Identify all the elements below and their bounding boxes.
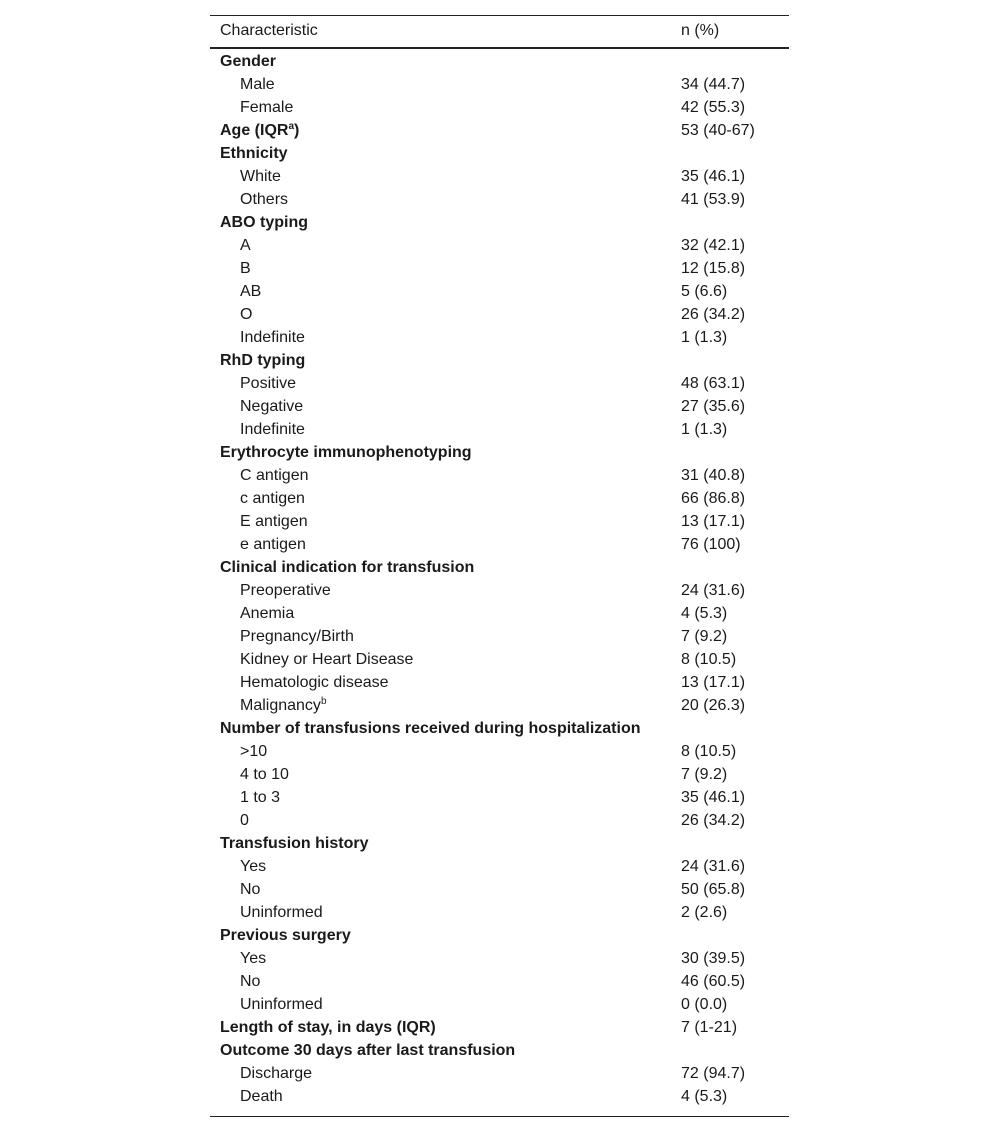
count-percent-cell: 20 (26.3) [681,696,746,714]
characteristic-cell [210,878,681,901]
footnote-marker: a [288,120,295,132]
group-label-cell [210,441,681,464]
characteristic-cell [210,234,681,257]
count-percent-cell: 35 (46.1) [681,167,746,185]
count-percent-cell: 12 (15.8) [681,259,746,277]
characteristic-label: A [240,236,251,254]
count-percent-cell: 50 (65.8) [681,880,746,898]
characteristic-label: e antigen [240,535,306,553]
table-row [210,855,789,878]
characteristic-label: Discharge [240,1064,313,1082]
group-label-cell [210,717,681,740]
table-row [210,625,789,648]
table-row [210,648,789,671]
characteristic-label: Yes [240,857,267,875]
characteristic-cell [210,901,681,924]
count-percent-cell: 53 (40-67) [681,121,755,139]
characteristics-table-container [210,15,789,1117]
table-row [210,970,789,993]
table-row [210,533,789,556]
characteristic-cell [210,855,681,878]
table-row [210,487,789,510]
group-label-cell [210,1016,681,1039]
count-percent-cell: 72 (94.7) [681,1064,746,1082]
characteristic-cell [210,648,681,671]
table-row [210,326,789,349]
count-percent-cell: 5 (6.6) [681,282,728,300]
table-group-row [210,119,789,142]
count-percent-cell: 4 (5.3) [681,1087,728,1105]
table-row [210,510,789,533]
characteristic-label: Malignancy [240,696,321,714]
characteristic-label: Age (IQR [220,121,289,139]
table-row [210,671,789,694]
footnote-marker: b [320,695,327,707]
count-percent-cell: 24 (31.6) [681,857,746,875]
table-row [210,878,789,901]
table-row [210,694,789,717]
table-bottom-rule [210,1108,789,1117]
table-row [210,257,789,280]
table-row [210,303,789,326]
table-row [210,993,789,1016]
count-percent-cell: 48 (63.1) [681,374,746,392]
characteristic-label: AB [240,282,262,300]
count-percent-cell [681,1039,789,1062]
count-percent-cell: 30 (39.5) [681,949,746,967]
characteristic-cell [210,786,681,809]
characteristic-cell [210,533,681,556]
characteristic-cell [210,671,681,694]
count-percent-cell [681,48,789,73]
characteristic-label: Transfusion history [220,834,369,852]
count-percent-cell [681,832,789,855]
characteristic-cell [210,372,681,395]
characteristic-label: Male [240,75,275,93]
table-row [210,73,789,96]
group-label-cell [210,1039,681,1062]
characteristic-cell [210,96,681,119]
characteristic-cell [210,326,681,349]
table-group-row [210,556,789,579]
characteristic-label: Gender [220,52,277,70]
characteristic-cell [210,993,681,1016]
characteristic-label: Others [240,190,289,208]
characteristic-label: Positive [240,374,297,392]
characteristic-cell [210,740,681,763]
count-percent-cell [681,349,789,372]
table-row [210,464,789,487]
table-group-row [210,48,789,73]
characteristic-cell [210,602,681,625]
count-percent-cell: 26 (34.2) [681,305,746,323]
characteristic-label: Pregnancy/Birth [240,627,354,645]
count-percent-cell: 32 (42.1) [681,236,746,254]
characteristic-label: >10 [240,742,268,760]
table-group-row [210,717,789,740]
characteristic-label: Death [240,1087,283,1105]
characteristic-cell [210,510,681,533]
count-percent-cell: 35 (46.1) [681,788,746,806]
table-body [210,48,789,1108]
characteristic-cell [210,257,681,280]
characteristic-label: Indefinite [240,420,305,438]
characteristic-label: ABO typing [220,213,308,231]
table-row [210,786,789,809]
characteristic-label: Erythrocyte immunophenotyping [220,443,472,461]
column-header-characteristic: Characteristic [220,22,318,40]
characteristic-cell [210,188,681,211]
group-label-cell [210,119,681,142]
count-percent-cell [681,924,789,947]
table-row [210,96,789,119]
characteristic-label: 4 to 10 [240,765,289,783]
table-group-row [210,924,789,947]
table-group-row [210,211,789,234]
count-percent-cell: 34 (44.7) [681,75,746,93]
group-label-cell [210,832,681,855]
characteristic-label: O [240,305,253,323]
table-row [210,809,789,832]
count-percent-cell: 26 (34.2) [681,811,746,829]
characteristic-label: Previous surgery [220,926,351,944]
characteristic-label: Female [240,98,294,116]
count-percent-cell: 27 (35.6) [681,397,746,415]
characteristic-cell [210,579,681,602]
table-group-row [210,1016,789,1039]
characteristic-label: Indefinite [240,328,305,346]
table-group-row [210,441,789,464]
characteristic-label: Length of stay, in days (IQR) [220,1018,436,1036]
count-percent-cell: 31 (40.8) [681,466,746,484]
characteristic-cell [210,970,681,993]
table-row [210,372,789,395]
count-percent-cell [681,211,789,234]
characteristic-cell [210,1085,681,1108]
characteristic-label: Hematologic disease [240,673,389,691]
characteristic-label: No [240,972,261,990]
characteristic-label: Uninformed [240,995,323,1013]
table-row [210,395,789,418]
table-row [210,1085,789,1108]
label-suffix: ) [294,121,300,139]
characteristic-cell [210,809,681,832]
characteristic-label: Kidney or Heart Disease [240,650,414,668]
table-row [210,763,789,786]
table-group-row [210,142,789,165]
characteristic-cell [210,763,681,786]
characteristic-cell [210,280,681,303]
table-row [210,579,789,602]
characteristics-table [210,15,789,1108]
characteristic-label: Negative [240,397,304,415]
characteristic-label: 0 [240,811,249,829]
characteristic-cell [210,1062,681,1085]
count-percent-cell: 46 (60.5) [681,972,746,990]
characteristic-cell [210,395,681,418]
count-percent-cell: 76 (100) [681,535,741,553]
table-row [210,165,789,188]
characteristic-label: Uninformed [240,903,323,921]
characteristic-label: c antigen [240,489,305,507]
characteristic-cell [210,464,681,487]
characteristic-cell [210,947,681,970]
column-header-n-percent: n (%) [681,22,720,40]
count-percent-cell [681,441,789,464]
table-row [210,1062,789,1085]
table-row [210,901,789,924]
count-percent-cell: 2 (2.6) [681,903,728,921]
characteristic-cell [210,73,681,96]
table-group-row [210,832,789,855]
characteristic-label: RhD typing [220,351,306,369]
characteristic-label: Number of transfusions received during hospitalization [220,719,641,737]
count-percent-cell: 24 (31.6) [681,581,746,599]
characteristic-label: Preoperative [240,581,331,599]
table-row [210,947,789,970]
count-percent-cell: 4 (5.3) [681,604,728,622]
characteristic-cell [210,487,681,510]
characteristic-label: E antigen [240,512,308,530]
count-percent-cell [681,142,789,165]
table-row [210,602,789,625]
characteristic-label: C antigen [240,466,309,484]
group-label-cell [210,349,681,372]
count-percent-cell: 7 (9.2) [681,627,728,645]
table-row [210,188,789,211]
count-percent-cell: 1 (1.3) [681,420,728,438]
characteristic-label: Anemia [240,604,295,622]
characteristic-label: White [240,167,281,185]
count-percent-cell [681,556,789,579]
characteristic-cell [210,694,681,717]
count-percent-cell: 8 (10.5) [681,742,737,760]
count-percent-cell [681,717,789,740]
count-percent-cell: 1 (1.3) [681,328,728,346]
table-group-row [210,1039,789,1062]
count-percent-cell: 41 (53.9) [681,190,746,208]
characteristic-label: Ethnicity [220,144,288,162]
characteristic-cell [210,165,681,188]
group-label-cell [210,924,681,947]
characteristic-cell [210,418,681,441]
count-percent-cell: 13 (17.1) [681,512,746,530]
table-row [210,740,789,763]
count-percent-cell: 66 (86.8) [681,489,746,507]
count-percent-cell: 13 (17.1) [681,673,746,691]
characteristic-cell [210,303,681,326]
table-group-row [210,349,789,372]
characteristic-label: Outcome 30 days after last transfusion [220,1041,516,1059]
count-percent-cell: 0 (0.0) [681,995,728,1013]
count-percent-cell: 7 (9.2) [681,765,728,783]
table-row [210,234,789,257]
characteristic-label: Yes [240,949,267,967]
count-percent-cell: 7 (1-21) [681,1018,738,1036]
group-label-cell [210,48,681,73]
characteristic-label: B [240,259,251,277]
group-label-cell [210,211,681,234]
group-label-cell [210,556,681,579]
characteristic-cell [210,625,681,648]
table-row [210,280,789,303]
table-row [210,418,789,441]
characteristic-label: 1 to 3 [240,788,281,806]
characteristic-label: No [240,880,261,898]
count-percent-cell: 8 (10.5) [681,650,737,668]
table-header-row [210,16,789,48]
count-percent-cell: 42 (55.3) [681,98,746,116]
group-label-cell [210,142,681,165]
characteristic-label: Clinical indication for transfusion [220,558,475,576]
